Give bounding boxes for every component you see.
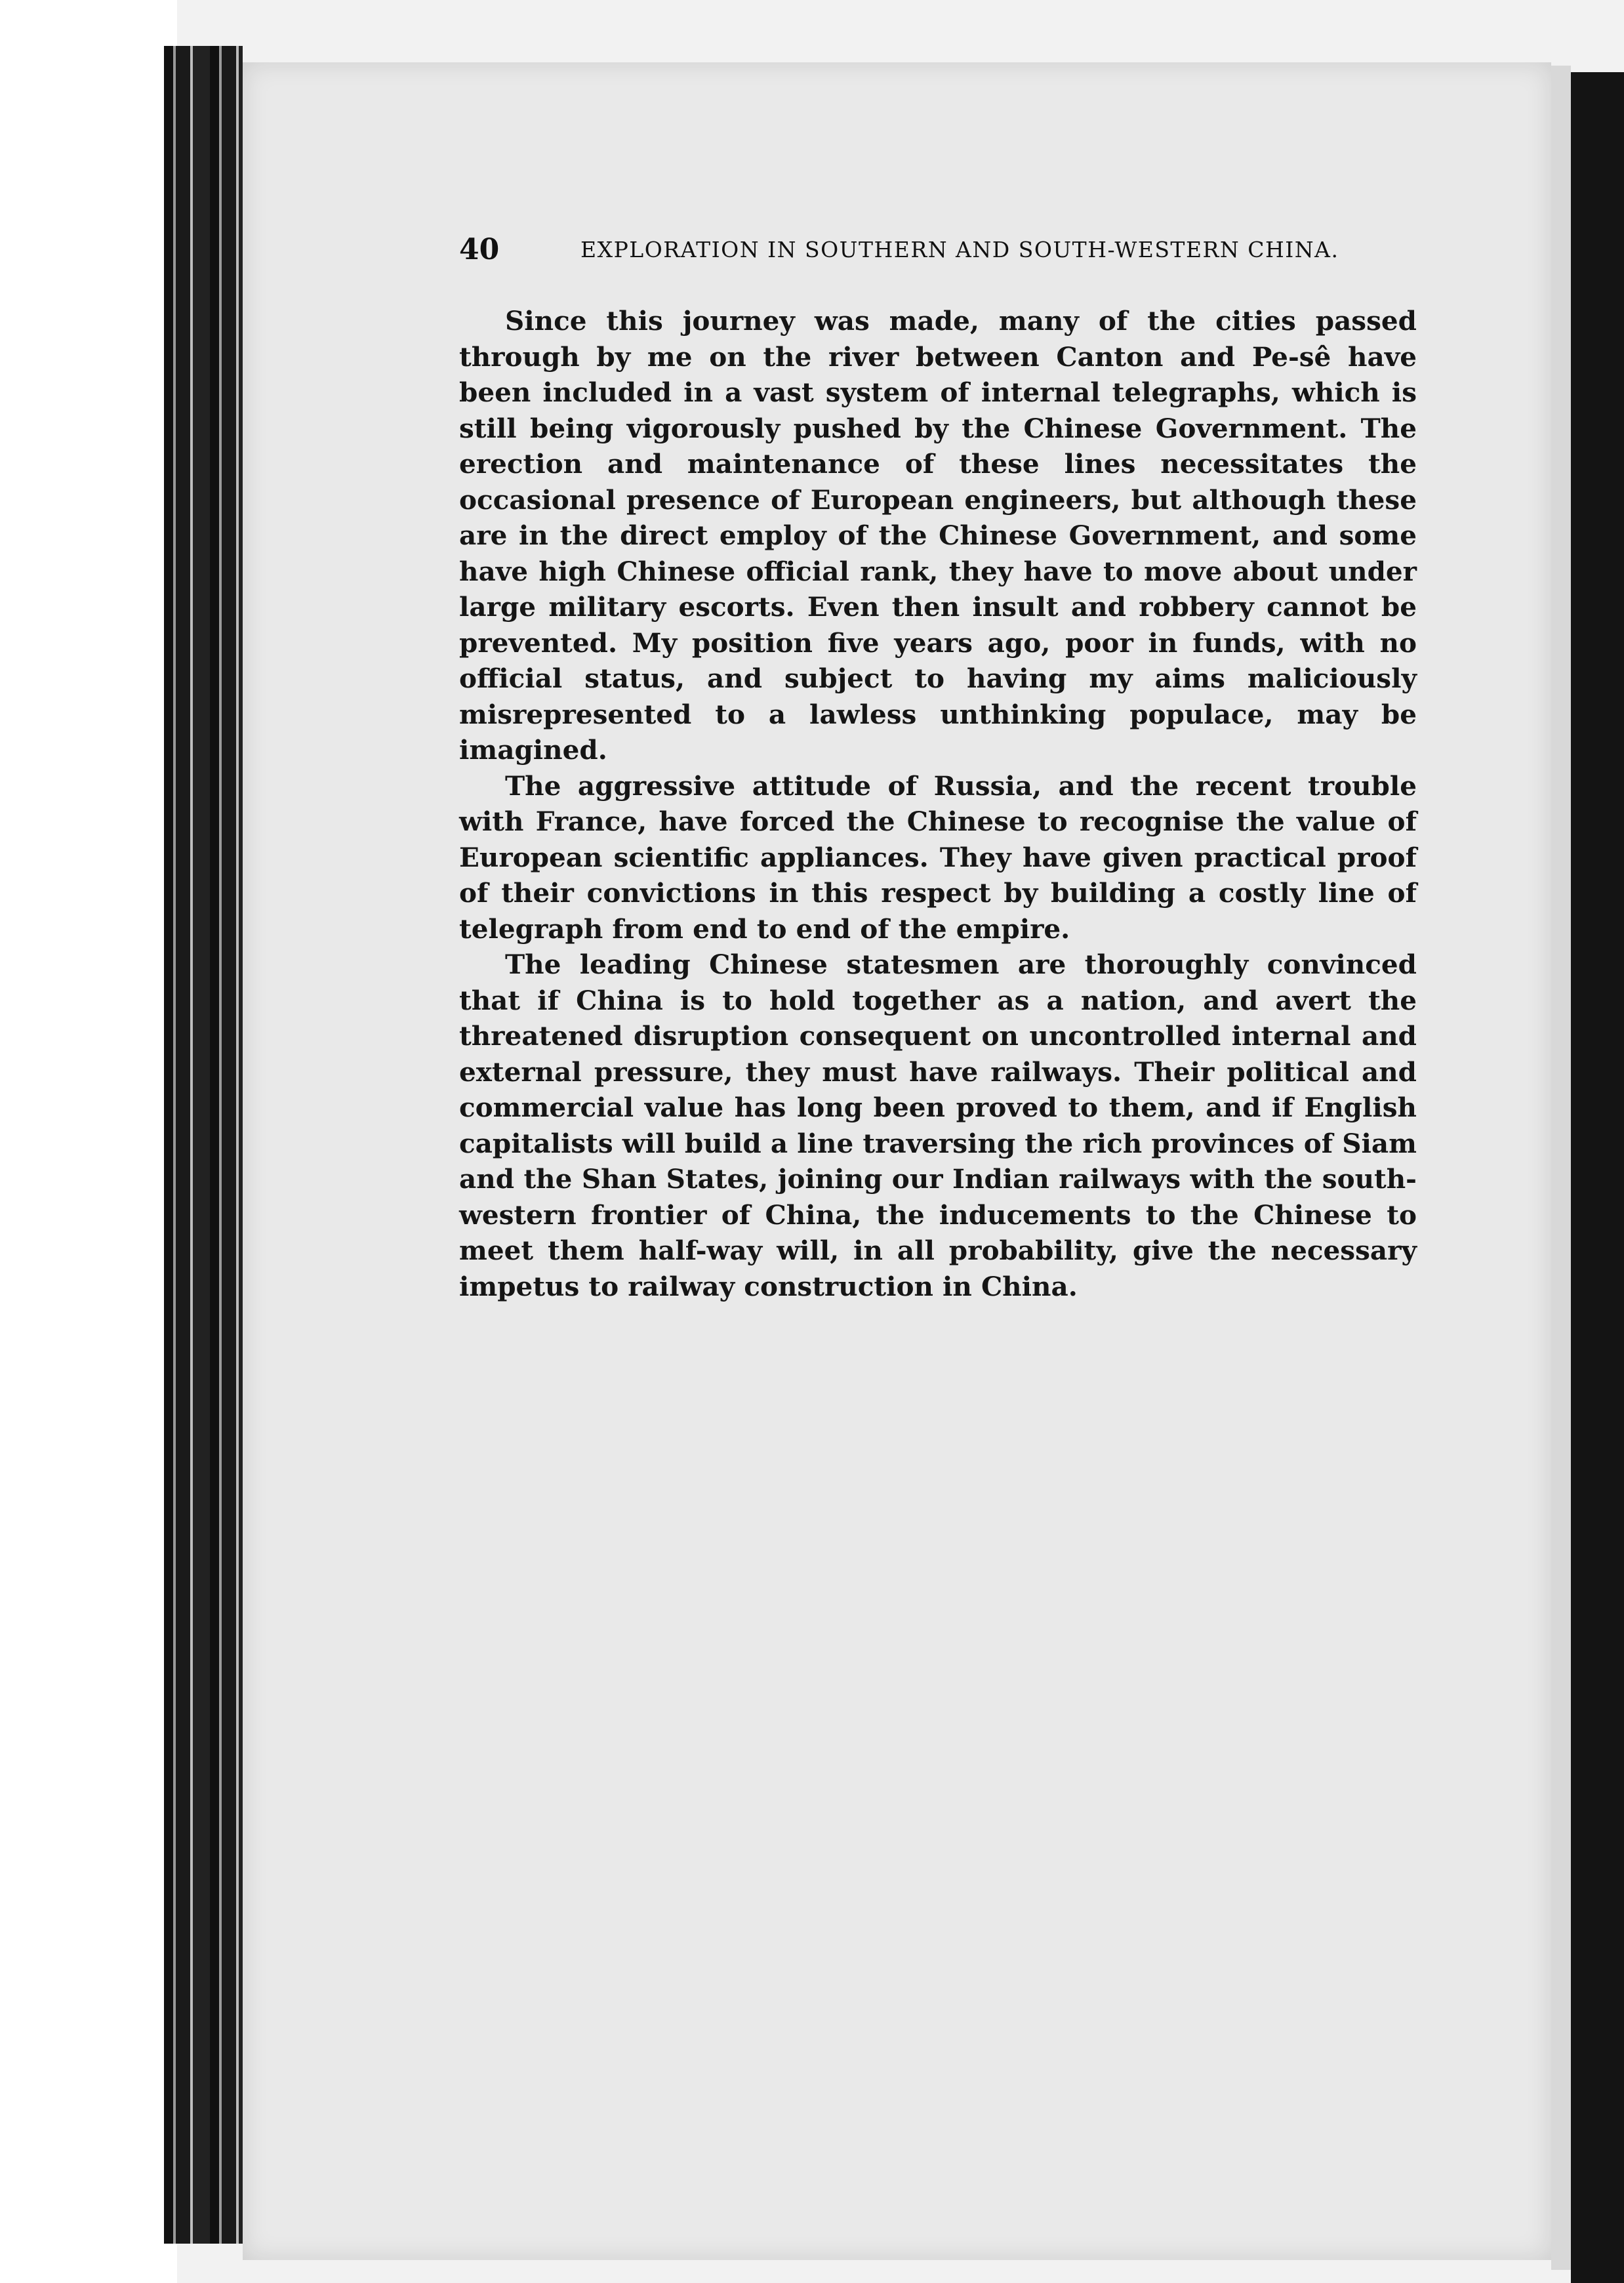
scan-background: [0, 0, 177, 2283]
running-head: EXPLORATION IN SOUTHERN AND SOUTH-WESTERN CHINA.: [580, 237, 1339, 262]
scan-smudge: [0, 1086, 75, 1115]
paragraph: The aggressive attitude of Russia, and the recent trouble with France, have forced the Chinese to recognise the value of European scientific appliances. They have given practical proof of their convictions in this respect by building a costly line of telegraph from end to end of the empire.: [459, 770, 1417, 945]
next-page-edge: [1571, 72, 1624, 2283]
page-header: [459, 233, 1339, 279]
page-number: 40: [459, 233, 500, 266]
page-edge: [1551, 66, 1571, 2270]
paragraph: The leading Chinese statesmen are thoroughly convinced that if China is to hold together as a nation, and avert the threatened disruption consequent on uncontrolled internal and external pressure, they must have railways. Their political and commercial value has long been proved to them, and if English capitalists will build a line traversing the rich provinces of Siam and the Shan States, joining our Indian railways with the south-western frontier of China, the inducements to the Chinese to meet them half-way will, in all probability, give the necessary impetus to railway construction in China.: [459, 949, 1417, 1302]
book-binding: [164, 46, 243, 2244]
paragraph: Since this journey was made, many of the cities passed through by me on the river between Canton and Pe-sê have been included in a vast system of internal telegraphs, which is still being vigorously pushed by the Chinese Government. The erection and maintenance of these lines necessitates the occasional presence of European engineers, but although these are in the direct employ of the Chinese Government, and some have high Chinese official rank, they have to move about under large military escorts. Even then insult and robbery cannot be prevented. My position five years ago, poor in funds, with no official status, and subject to having my aims maliciously misrepresented to a lawless unthinking populace, may be imagined.: [459, 305, 1417, 766]
body-text: [459, 303, 1417, 1304]
